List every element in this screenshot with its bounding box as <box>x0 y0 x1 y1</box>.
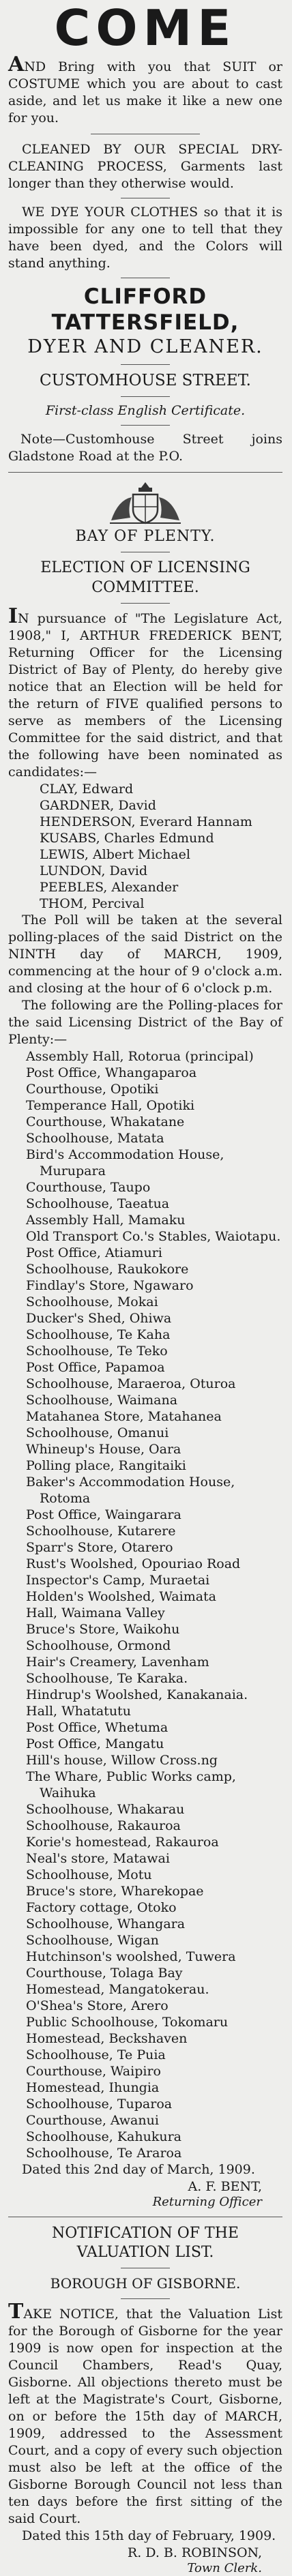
list-item: Courthouse, Opotiki <box>26 1082 159 1097</box>
election-notice <box>8 479 282 2210</box>
election-signature-title: Returning Officer <box>152 2195 262 2209</box>
list-item: Assembly Hall, Rotorua (principal) <box>26 1049 254 1064</box>
list-item: Post Office, Mangatu <box>26 1736 164 1751</box>
list-item: Post Office, Papamoa <box>26 1360 165 1375</box>
region-title: BAY OF PLENTY. <box>75 528 216 545</box>
list-item: CLAY, Edward <box>40 782 134 797</box>
list-item: The Whare, Public Works camp, Waihuka <box>26 1769 236 1801</box>
list-item: Schoolhouse, Te Araroa <box>26 2146 182 2161</box>
valuation-dated: Dated this 15th day of February, 1909. <box>22 2528 276 2543</box>
list-item: Post Office, Whangaparoa <box>26 1065 197 1080</box>
borough-title: BOROUGH OF GISBORNE. <box>50 2275 241 2292</box>
list-item: Holden's Woolshed, Waimata <box>26 1589 216 1604</box>
list-item: Schoolhouse, Waimana <box>26 1393 178 1408</box>
list-item: Bruce's store, Wharekopae <box>26 1884 204 1899</box>
list-item: Hall, Waimana Valley <box>26 1605 165 1620</box>
divider <box>121 364 170 365</box>
list-item: Courthouse, Whakatane <box>26 1114 185 1129</box>
list-item: GARDNER, David <box>40 798 156 813</box>
list-item: Hill's house, Willow Cross.ng <box>26 1753 218 1768</box>
list-item: Schoolhouse, Omanui <box>26 1425 169 1440</box>
list-item: Inspector's Camp, Muraetai <box>26 1573 210 1588</box>
polling-place-list <box>8 1048 282 2161</box>
divider <box>121 396 170 397</box>
list-item: Neal's store, Matawai <box>26 1851 170 1866</box>
list-item: Rust's Woolshed, Opouriao Road <box>26 1556 241 1571</box>
list-item: Schoolhouse, Rakauroa <box>26 1818 181 1833</box>
list-item: Whineup's House, Oara <box>26 1442 181 1457</box>
list-item: Schoolhouse, Wigan <box>26 1933 159 1948</box>
list-item: Post Office, Waingarara <box>26 1507 181 1522</box>
valuation-body <box>8 2300 282 2528</box>
list-item: Hindrup's Woolshed, Kanakanaia. <box>26 1687 248 1702</box>
list-item: Schoolhouse, Ormond <box>26 1638 171 1653</box>
list-item: Schoolhouse, Matata <box>26 1131 164 1146</box>
list-item: Homestead, Beckshaven <box>26 2031 188 2046</box>
election-dropcap: I <box>8 604 18 628</box>
intro-dropcap: A <box>8 53 25 76</box>
list-item: Factory cottage, Otoko <box>26 1900 177 1915</box>
list-item: Post Office, Atiamuri <box>26 1245 162 1260</box>
list-item: Temperance Hall, Opotiki <box>26 1098 195 1113</box>
list-item: Schoolhouse, Raukokore <box>26 1262 189 1277</box>
list-item: Old Transport Co.'s Stables, Waiotapu. <box>26 1229 281 1244</box>
list-item: HENDERSON, Everard Hannam <box>40 814 252 829</box>
advert-come <box>8 0 282 465</box>
cleaning-text: CLEANED BY OUR SPECIAL DRY-CLEANING PROCESS, Garments last longer than they otherwise would. <box>8 142 282 191</box>
list-item: Courthouse, Waipiro <box>26 2064 161 2079</box>
list-item: Courthouse, Taupo <box>26 1180 151 1195</box>
valuation-title: NOTIFICATION OF THE VALUATION LIST. <box>52 2225 239 2261</box>
election-intro-text: N pursuance of "The Legislature Act, 1908," I, ARTHUR FREDERICK BENT, Returning Officer for the Licensing District of Bay of Plenty, do hereby give notice that an Election will be held for the return of FIVE qualified persons to serve as members of the Licensing Committee for the said district, and that the following have been nominated as candidates:— <box>8 611 282 780</box>
election-dated: Dated this 2nd day of March, 1909. <box>22 2162 255 2177</box>
dye-text: WE DYE YOUR CLOTHES so that it is impossible for any one to tell that they have been dyed, and the Colors will stand anything. <box>8 205 282 271</box>
list-item: KUSABS, Charles Edmund <box>40 831 214 846</box>
list-item: Schoolhouse, Mokai <box>26 1294 158 1309</box>
list-item: Schoolhouse, Whakarau <box>26 1802 185 1817</box>
section-divider <box>8 472 282 473</box>
election-intro <box>8 604 282 781</box>
list-item: Schoolhouse, Tuparoa <box>26 2097 173 2112</box>
list-item: Matahanea Store, Matahanea <box>26 1409 222 1424</box>
come-headline: COME <box>54 0 237 57</box>
list-item: Public Schoolhouse, Tokomaru <box>26 2015 229 2030</box>
election-signature: A. F. BENT, <box>188 2179 262 2194</box>
list-item: Bird's Accommodation House, Murupara <box>26 1147 224 1179</box>
list-item: Schoolhouse, Whangara <box>26 1916 186 1931</box>
list-item: THOM, Percival <box>40 896 145 911</box>
company-name: CLIFFORD TATTERSFIELD, <box>51 284 239 335</box>
candidate-list <box>8 781 282 912</box>
list-item: Courthouse, Awanui <box>26 2113 159 2128</box>
list-item: Schoolhouse, Taeatua <box>26 1196 170 1211</box>
valuation-dropcap: T <box>8 2300 24 2324</box>
list-item: Hutchinson's woolshed, Tuwera <box>26 1949 236 1964</box>
list-item: Schoolhouse, Te Teko <box>26 1344 168 1359</box>
list-item: Schoolhouse, Te Kaha <box>26 1327 171 1342</box>
list-item: Schoolhouse, Maraeroa, Oturoa <box>26 1376 236 1391</box>
list-item: Sparr's Store, Otarero <box>26 1540 173 1555</box>
list-item: Hair's Creamery, Lavenham <box>26 1655 209 1670</box>
list-item: O'Shea's Store, Arero <box>26 1998 169 2013</box>
list-item: Post Office, Whetuma <box>26 1720 169 1735</box>
list-item: Hall, Whatatutu <box>26 1704 131 1719</box>
list-item: Homestead, Ihungia <box>26 2080 160 2095</box>
list-item: Bruce's Store, Waikohu <box>26 1622 180 1637</box>
divider <box>121 2298 170 2299</box>
list-item: Schoolhouse, Kutarere <box>26 1524 176 1539</box>
valuation-signature-title: Town Clerk. <box>187 2561 262 2575</box>
location-note: Note—Customhouse Street joins Gladstone Road at the P.O. <box>8 432 282 464</box>
royal-crest-icon <box>104 479 186 527</box>
poll-text: The Poll will be taken at the several polling-places of the said District on the NINTH day of MARCH, 1909, commencing at the hour of 9 o'clock a.m. and closing at the hour of 6 o'clock p.m. <box>8 913 282 996</box>
list-item: LEWIS, Albert Michael <box>40 847 190 862</box>
list-item: Baker's Accommodation House, Rotoma <box>26 1475 235 1506</box>
list-item: Assembly Hall, Mamaku <box>26 1213 186 1228</box>
divider <box>121 425 170 426</box>
list-item: Polling place, Rangitaiki <box>26 1458 186 1473</box>
list-item: Findlay's Store, Ngawaro <box>26 1278 194 1293</box>
intro-text: ND Bring with you that SUIT or COSTUME which you are about to cast aside, and let us make it like a new one for you. <box>8 59 282 125</box>
list-item: Homestead, Mangatokerau. <box>26 1982 209 1997</box>
certificate-text: First-class English Certificate. <box>45 403 246 418</box>
election-title: ELECTION OF LICENSING COMMITTEE. <box>40 559 250 596</box>
places-intro: The following are the Polling-places for the said Licensing District of the Bay of Plenty:— <box>8 998 282 1047</box>
list-item: Ducker's Shed, Ohiwa <box>26 1311 172 1326</box>
list-item: Courthouse, Tolaga Bay <box>26 1966 183 1981</box>
list-item: Schoolhouse, Kahukura <box>26 2129 181 2144</box>
list-item: Schoolhouse, Te Puia <box>26 2047 166 2062</box>
valuation-body-text: AKE NOTICE, that the Valuation List for the Borough of Gisborne for the year 1909 is now open for inspection at the Council Chambers, Read's Quay, Gisborne. All objections thereto must be left at the Magistrate's Court, Gisborne, on or before the 15th day of MARCH, 1909, addressed to the Assessment Court, and a copy of every such objection must also be left at the office of the Gisborne Borough Council not less than ten days before the first sitting of the said Court. <box>8 2307 282 2526</box>
company-street: CUSTOMHOUSE STREET. <box>40 372 251 389</box>
list-item: Schoolhouse, Motu <box>26 1867 152 1882</box>
company-trade: DYER AND CLEANER. <box>27 336 263 357</box>
list-item: Schoolhouse, Te Karaka. <box>26 1671 188 1686</box>
valuation-signature: R. D. B. ROBINSON, <box>127 2545 262 2560</box>
list-item: LUNDON, David <box>40 863 148 878</box>
advert-intro <box>8 53 282 127</box>
divider <box>121 603 170 604</box>
list-item: Korie's homestead, Rakauroa <box>26 1835 219 1850</box>
list-item: PEEBLES, Alexander <box>40 880 179 895</box>
valuation-notice <box>8 2224 282 2576</box>
